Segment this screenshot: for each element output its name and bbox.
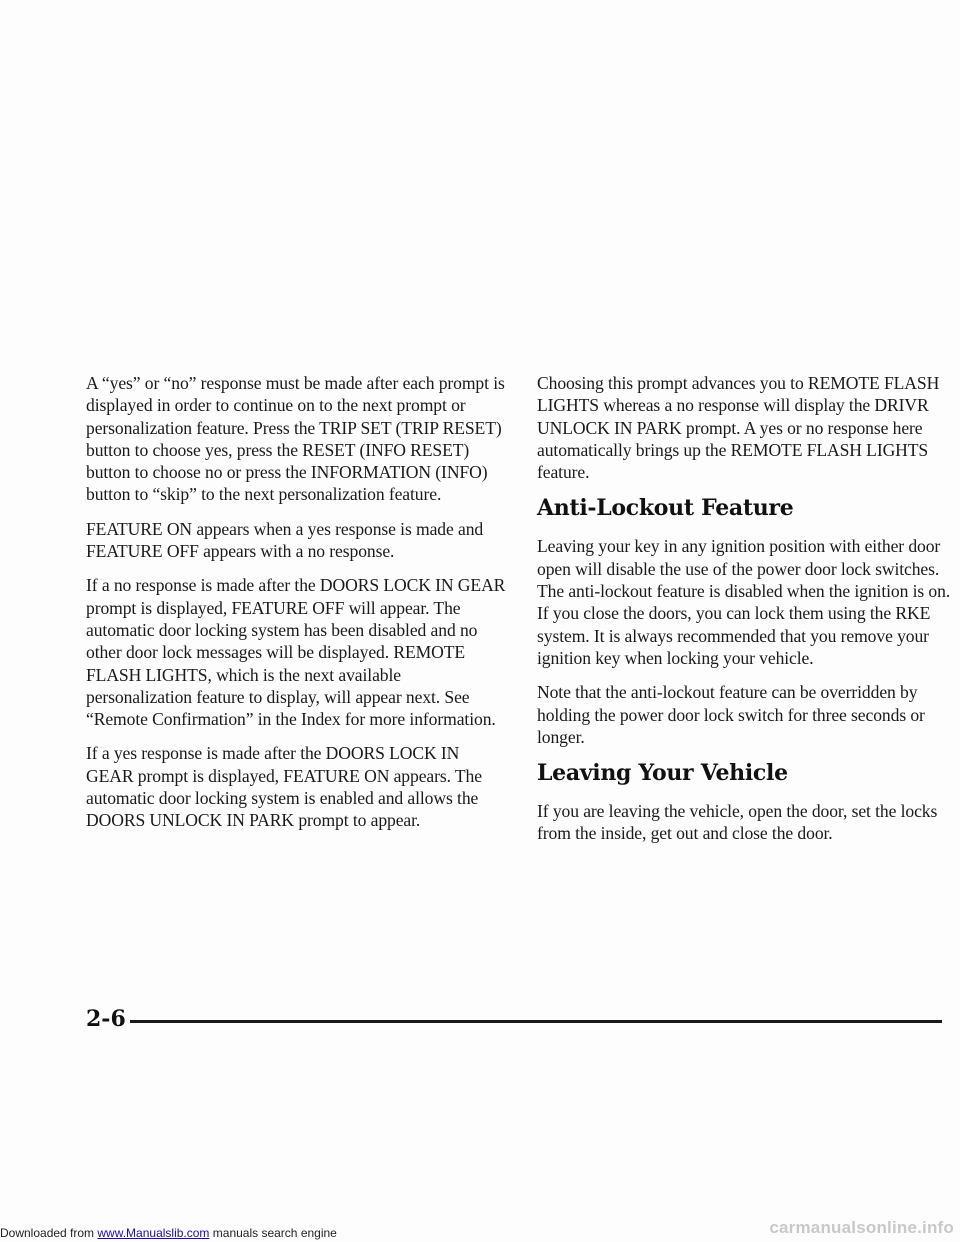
paragraph-yes-no-response: A “yes” or “no” response must be made after each prompt is displayed in order to continue on to the next prompt or personalization feature. Press the TRIP SET (TRIP RESET) button to choose yes, press the RESET (INFO RESET) button to choose no or press the INFORMATION (INFO) button to “skip” to the next personalization feature. (86, 373, 505, 505)
page-number-rule (130, 1020, 942, 1023)
paragraph-remote-flash-prompt: Choosing this prompt advances you to REMOTE FLASH LIGHTS whereas a no response will display the DRIVR UNLOCK IN PARK prompt. A yes or no response here automatically brings up the REMOTE FLASH LIGHTS feature. (537, 373, 940, 483)
site-watermark: carmanualsonline.info (769, 1218, 954, 1237)
paragraph-anti-lockout: Leaving your key in any ignition position with either door open will disable the use of the power door lock switches. The anti-lockout feature is disabled when the ignition is on. If you close the doors, you can lock them using the RKE system. It is always recommended that you remove your ignition key when locking your vehicle. (537, 536, 951, 668)
paragraph-leaving-vehicle: If you are leaving the vehicle, open the door, set the locks from the inside, get out and close the door. (537, 801, 938, 844)
manualslib-link[interactable]: www.Manualslib.com (97, 1226, 210, 1240)
paragraph-no-response-doors-lock: If a no response is made after the DOORS LOCK IN GEAR prompt is displayed, FEATURE OFF will appear. The automatic door locking system has been disabled and no other door lock messages will be displayed. REMOTE FLASH LIGHTS, which is the next available personalization feature to display, will appear next. See “Remote Confirmation” in the Index for more information. (86, 575, 506, 730)
download-footer (0, 1226, 337, 1240)
footer-prefix: Downloaded from (0, 1226, 98, 1240)
paragraph-feature-on-off: FEATURE ON appears when a yes response is made and FEATURE OFF appears with a no response. (86, 518, 484, 562)
left-column (86, 372, 506, 844)
heading-leaving-your-vehicle: Leaving Your Vehicle (537, 760, 788, 787)
right-column (537, 372, 955, 857)
heading-anti-lockout-feature: Anti-Lockout Feature (537, 495, 794, 522)
footer-suffix: manuals search engine (209, 1226, 337, 1240)
paragraph-anti-lockout-override: Note that the anti-lockout feature can be overridden by holding the power door lock switch for three seconds or longer. (537, 682, 925, 747)
paragraph-yes-response-doors-lock: If a yes response is made after the DOORS LOCK IN GEAR prompt is displayed, FEATURE ON appears. The automatic door locking system is enabled and allows the DOORS UNLOCK IN PARK prompt to appear. (86, 743, 482, 831)
page-number: 2-6 (86, 1006, 126, 1032)
